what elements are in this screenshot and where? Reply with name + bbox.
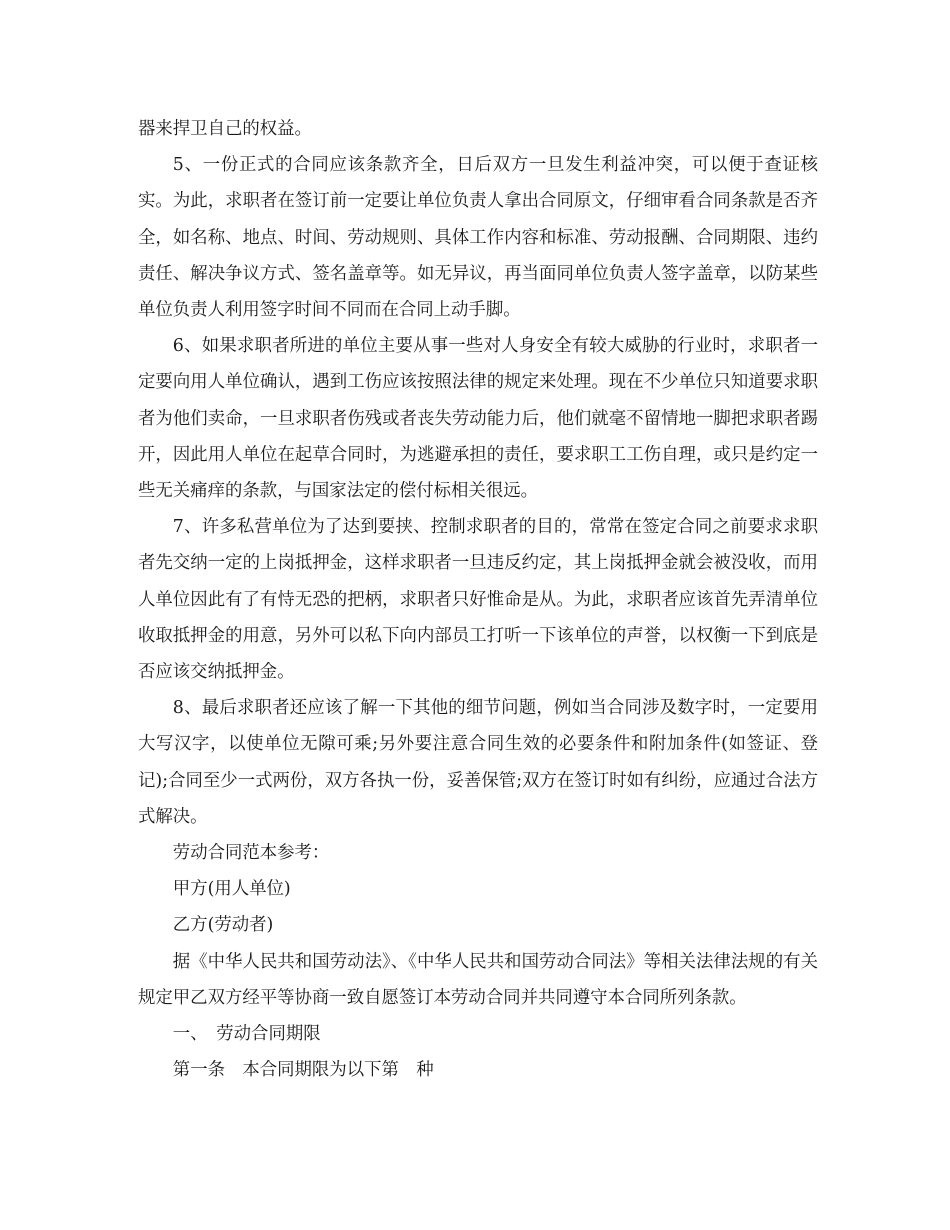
paragraph-item-5: 5、一份正式的合同应该条款齐全，日后双方一旦发生利益冲突，可以便于查证核实。为此，求职者在签订前一定要让单位负责人拿出合同原文，仔细审看合同条款是否齐全，如名称、地点、时间、劳动规则、具体工作内容和标准、劳动报酬、合同期限、违约责任、解决争议方式、签名盖章等。如无异议，再当面同单位负责人签字盖章，以防某些单位负责人利用签字时间不同而在合同上动手脚。 [138,155,818,321]
contract-template-heading: 劳动合同范本参考： [172,843,330,864]
article-one-line: 第一条 本合同期限为以下第 种 [172,1060,434,1081]
party-b-line: 乙方(劳动者) [172,915,274,936]
paragraph-item-6: 6、如果求职者所进的单位主要从事一些对人身安全有较大威胁的行业时，求职者一定要向用人单位确认，遇到工伤应该按照法律的规定来处理。现在不少单位只知道要求职者为他们卖命，一旦求职者伤残或者丧失劳动能力后，他们就毫不留情地一脚把求职者踢开，因此用人单位在起草合同时，为逃避承担的责任，要求职工工伤自理，或只是约定一些无关痛痒的条款，与国家法定的偿付标相关很远。 [138,336,818,502]
section-heading-term: 一、 劳动合同期限 [172,1024,321,1045]
document-body [138,111,818,1088]
paragraph-item-7: 7、许多私营单位为了达到要挟、控制求职者的目的，常常在签定合同之前要求求职者先交纳一定的上岗抵押金，这样求职者一旦违反约定，其上岗抵押金就会被没收，而用人单位因此有了有恃无恐的把柄，求职者只好惟命是从。为此，求职者应该首先弄清单位收取抵押金的用意，另外可以私下向内部员工打听一下该单位的声誉，以权衡一下到底是否应该交纳抵押金。 [138,517,818,683]
party-a-line: 甲方(用人单位) [172,879,291,900]
legal-basis-paragraph: 据《中华人民共和国劳动法》、《中华人民共和国劳动合同法》等相关法律法规的有关规定甲乙双方经平等协商一致自愿签订本劳动合同并共同遵守本合同所列条款。 [138,951,818,1008]
paragraph-item-8: 8、最后求职者还应该了解一下其他的细节问题，例如当合同涉及数字时，一定要用大写汉字，以使单位无隙可乘;另外要注意合同生效的必要条件和附加条件(如签证、登记);合同至少一式两份，双方各执一份，妥善保管;双方在签订时如有纠纷，应通过合法方式解决。 [138,698,818,827]
paragraph-continuation: 器来捍卫自己的权益。 [138,119,312,139]
